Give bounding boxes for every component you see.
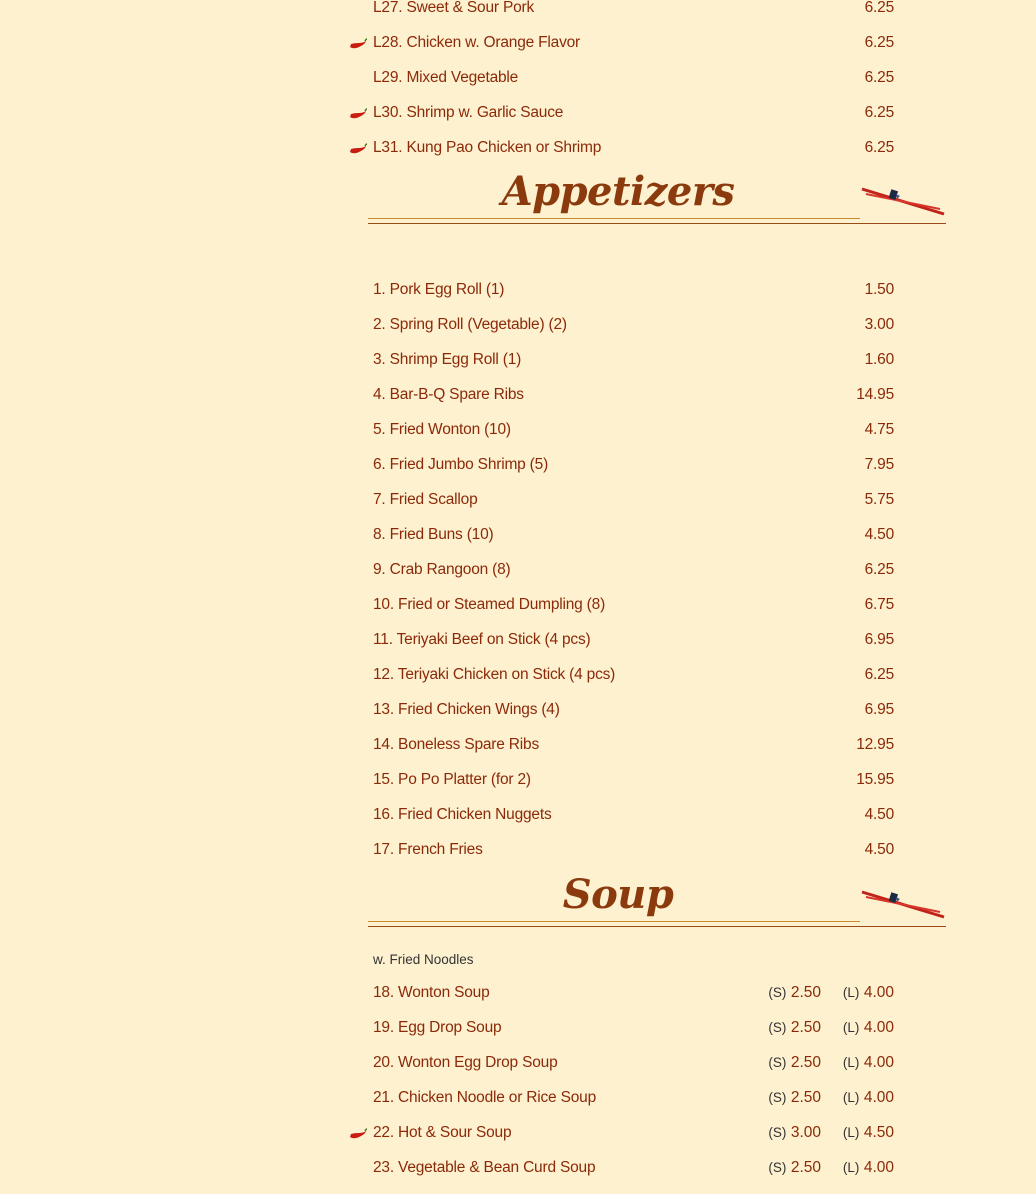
item-name: 1. Pork Egg Roll (1) xyxy=(373,281,505,298)
item-price: 6.25 xyxy=(864,69,894,86)
list-item xyxy=(348,34,948,69)
divider xyxy=(368,921,860,922)
item-name: 22. Hot & Sour Soup xyxy=(373,1124,512,1141)
list-item xyxy=(348,69,948,104)
item-price: 6.25 xyxy=(864,561,894,578)
item-price: 4.50 xyxy=(864,526,894,543)
item-price: 6.95 xyxy=(864,631,894,648)
list-item xyxy=(348,806,948,841)
section-title: Appetizers xyxy=(501,168,735,215)
item-name: 12. Teriyaki Chicken on Stick (4 pcs) xyxy=(373,666,616,683)
item-price: 5.75 xyxy=(864,491,894,508)
list-item xyxy=(348,526,948,561)
chopsticks-icon xyxy=(860,879,946,919)
small-price: (S) 3.00 xyxy=(768,1124,821,1141)
large-price: (L) 4.00 xyxy=(842,1019,894,1036)
list-item xyxy=(348,561,948,596)
large-price: (L) 4.50 xyxy=(842,1124,894,1141)
item-name: 17. French Fries xyxy=(373,841,483,858)
item-name: 20. Wonton Egg Drop Soup xyxy=(373,1054,558,1071)
chili-pepper-icon xyxy=(348,108,368,120)
small-price: (S) 2.50 xyxy=(768,1159,821,1176)
list-item xyxy=(348,104,948,139)
item-price: 4.50 xyxy=(864,806,894,823)
list-item xyxy=(348,386,948,421)
item-name: 23. Vegetable & Bean Curd Soup xyxy=(373,1159,596,1176)
list-item xyxy=(348,1019,948,1054)
item-name: 19. Egg Drop Soup xyxy=(373,1019,502,1036)
divider xyxy=(368,926,946,927)
item-price: 6.75 xyxy=(864,596,894,613)
small-price: (S) 2.50 xyxy=(768,1054,821,1071)
item-price: 12.95 xyxy=(856,736,894,753)
item-name: L27. Sweet & Sour Pork xyxy=(373,0,535,16)
list-item xyxy=(348,596,948,631)
list-item xyxy=(348,281,948,316)
chopsticks-icon xyxy=(860,176,946,216)
item-name: 6. Fried Jumbo Shrimp (5) xyxy=(373,456,549,473)
item-name: 9. Crab Rangoon (8) xyxy=(373,561,511,578)
item-price: 14.95 xyxy=(856,386,894,403)
list-item xyxy=(348,456,948,491)
item-price: 4.50 xyxy=(864,841,894,858)
item-name: 3. Shrimp Egg Roll (1) xyxy=(373,351,522,368)
list-item xyxy=(348,491,948,526)
divider xyxy=(368,223,946,224)
item-price: 6.95 xyxy=(864,701,894,718)
item-price: 1.50 xyxy=(864,281,894,298)
large-price: (L) 4.00 xyxy=(842,1054,894,1071)
item-name: 21. Chicken Noodle or Rice Soup xyxy=(373,1089,596,1106)
item-name: 11. Teriyaki Beef on Stick (4 pcs) xyxy=(373,631,591,648)
appetizers-header xyxy=(368,168,946,228)
list-item xyxy=(348,771,948,806)
item-name: L31. Kung Pao Chicken or Shrimp xyxy=(373,139,602,156)
small-price: (S) 2.50 xyxy=(768,1019,821,1036)
list-item xyxy=(348,351,948,386)
list-item xyxy=(348,1159,948,1194)
list-item xyxy=(348,631,948,666)
item-price: 7.95 xyxy=(864,456,894,473)
item-price: 6.25 xyxy=(864,139,894,156)
large-price: (L) 4.00 xyxy=(842,984,894,1001)
item-name: 15. Po Po Platter (for 2) xyxy=(373,771,531,788)
small-price: (S) 2.50 xyxy=(768,1089,821,1106)
item-name: 18. Wonton Soup xyxy=(373,984,490,1001)
item-name: 7. Fried Scallop xyxy=(373,491,478,508)
list-item xyxy=(348,736,948,771)
chili-pepper-icon xyxy=(348,143,368,155)
item-price: 6.25 xyxy=(864,104,894,121)
list-item xyxy=(348,316,948,351)
item-name: 10. Fried or Steamed Dumpling (8) xyxy=(373,596,606,613)
item-price: 3.00 xyxy=(864,316,894,333)
item-price: 4.75 xyxy=(864,421,894,438)
list-item xyxy=(348,421,948,456)
large-price: (L) 4.00 xyxy=(842,1159,894,1176)
chili-pepper-icon xyxy=(348,38,368,50)
list-item xyxy=(348,1054,948,1089)
chili-pepper-icon xyxy=(348,1128,368,1140)
item-name: L30. Shrimp w. Garlic Sauce xyxy=(373,104,564,121)
list-item xyxy=(348,1089,948,1124)
large-price: (L) 4.00 xyxy=(842,1089,894,1106)
section-title: Soup xyxy=(562,871,674,918)
item-price: 1.60 xyxy=(864,351,894,368)
list-item xyxy=(348,984,948,1019)
soup-header xyxy=(368,871,946,931)
item-name: 16. Fried Chicken Nuggets xyxy=(373,806,552,823)
item-name: L29. Mixed Vegetable xyxy=(373,69,519,86)
list-item xyxy=(348,666,948,701)
item-price: 6.25 xyxy=(864,34,894,51)
item-name: L28. Chicken w. Orange Flavor xyxy=(373,34,580,51)
item-name: 14. Boneless Spare Ribs xyxy=(373,736,539,753)
list-item xyxy=(348,1124,948,1159)
small-price: (S) 2.50 xyxy=(768,984,821,1001)
item-name: 4. Bar-B-Q Spare Ribs xyxy=(373,386,524,403)
item-name: 8. Fried Buns (10) xyxy=(373,526,494,543)
item-name: 5. Fried Wonton (10) xyxy=(373,421,511,438)
item-price: 15.95 xyxy=(856,771,894,788)
item-name: 13. Fried Chicken Wings (4) xyxy=(373,701,560,718)
soup-note: w. Fried Noodles xyxy=(373,952,474,967)
list-item xyxy=(348,0,948,34)
list-item xyxy=(348,701,948,736)
item-price: 6.25 xyxy=(864,0,894,16)
item-name: 2. Spring Roll (Vegetable) (2) xyxy=(373,316,567,333)
divider xyxy=(368,218,860,219)
item-price: 6.25 xyxy=(864,666,894,683)
